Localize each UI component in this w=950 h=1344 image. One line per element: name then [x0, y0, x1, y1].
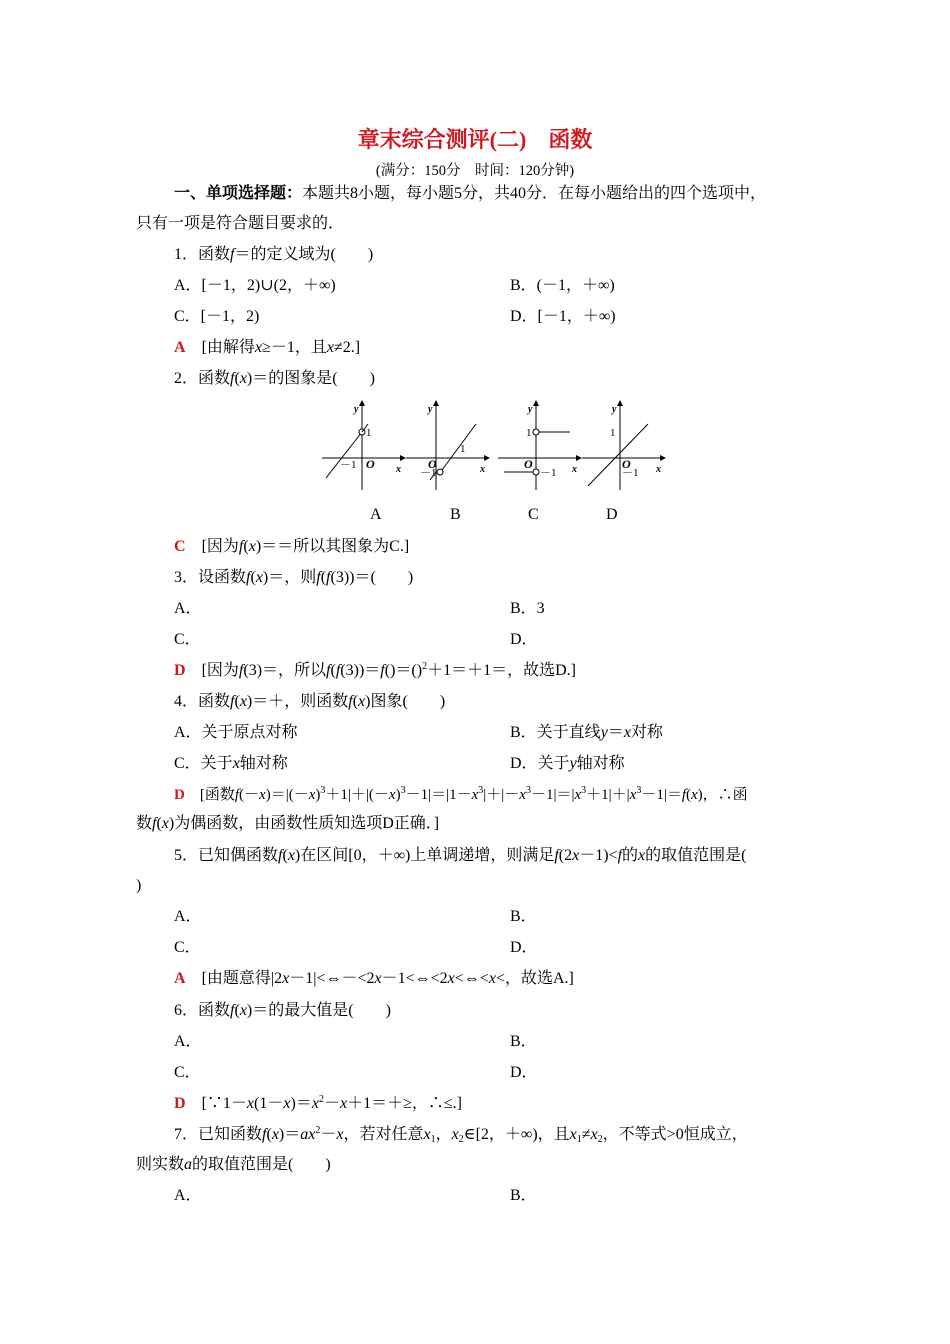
- q3-option-b: B．3: [510, 600, 545, 617]
- q1-stem: 1．函数f＝的定义域为( ): [174, 246, 374, 263]
- q5-option-b: B．: [510, 908, 537, 925]
- q5-stem-line2: ): [136, 877, 142, 894]
- q4-option-d: D．关于y轴对称: [510, 755, 625, 772]
- q6-stem: 6．函数f(x)＝的最大值是( ): [174, 1002, 391, 1019]
- q5-option-d: D．: [510, 939, 538, 956]
- q4-option-c: C．关于x轴对称: [174, 755, 288, 772]
- q6-option-a: A．: [174, 1033, 202, 1050]
- q6-option-c: C．: [174, 1064, 201, 1081]
- q6-solution: D [$\because 1-x(1-x)=x^2-x+1=+\ge$，∴≤.]: [174, 1094, 462, 1112]
- graph-label-a: A: [370, 506, 382, 523]
- q6-option-b: B．: [510, 1033, 537, 1050]
- q7-stem-line2: 则实数a的取值范围是( ): [136, 1156, 331, 1173]
- graph-c-neg-one-label: －1: [540, 467, 557, 479]
- graph-label-b: B: [450, 506, 461, 523]
- section-intro-line2: 只有一项是符合题目要求的．: [136, 215, 345, 232]
- q3-solution: D [因为f(3)＝，所以f(f(3))＝f()＝()$^2$＋1＝＋1＝，故选D.]: [174, 661, 576, 679]
- graph-c: [496, 400, 582, 492]
- graph-a-neg-one-label: －1: [340, 459, 357, 471]
- graph-b-y-label: y: [428, 404, 433, 415]
- q3-option-d: D．: [510, 631, 538, 648]
- q7-option-b: B．: [510, 1187, 537, 1204]
- graph-d-one-label: 1: [610, 427, 616, 439]
- graph-d-origin-label: O: [622, 457, 631, 471]
- q5-stem: 5．已知偶函数f(x)在区间[0，＋∞)上单调递增，则满足f(2x－1)<f的x的取值范围是(: [174, 847, 747, 864]
- q1-solution: A [由解得x≥－1，且x≠2.]: [174, 339, 361, 356]
- q5-solution: A [由题意得|2x－1|<⇔－<2x－1<⇔<2x<⇔<x<，故选A.]: [174, 970, 574, 987]
- q4-option-a: A．关于原点对称: [174, 724, 298, 741]
- graph-c-x-label: x: [572, 464, 577, 475]
- q3-option-c: C．: [174, 631, 201, 648]
- q1-option-c: C．[－1，2): [174, 308, 260, 325]
- graph-d-x-label: x: [656, 464, 661, 475]
- graph-b: [404, 400, 490, 492]
- graph-a: [320, 400, 406, 492]
- graph-label-c: C: [528, 506, 539, 523]
- q4-solution-line1: D [函数$f(-x)=|(-x)^3+1|+|(-x)^3-1|=|1-x^3|+|-x^3-1|=|x^3+1|+|x^3-1|=f(x)$，∴函: [174, 785, 748, 803]
- q4-option-b: B．关于直线y＝x对称: [510, 724, 663, 741]
- graph-c-origin-label: O: [524, 457, 533, 471]
- q5-option-a: A．: [174, 908, 202, 925]
- graph-b-one-label: 1: [460, 443, 466, 455]
- graph-c-y-label: y: [528, 404, 533, 415]
- graph-a-origin-label: O: [366, 457, 375, 471]
- graph-a-one-label: 1: [366, 427, 372, 439]
- q1-option-b: B．(－1，＋∞): [510, 277, 615, 294]
- section-heading: 一、单项选择题：: [174, 185, 303, 202]
- q5-option-c: C．: [174, 939, 201, 956]
- q1-option-d: D．[－1，＋∞): [510, 308, 616, 325]
- q2-stem: 2．函数f(x)＝的图象是( ): [174, 370, 375, 387]
- q1-option-a: A．[－1，2)∪(2，＋∞): [174, 277, 336, 294]
- graph-d: [580, 400, 666, 492]
- graph-a-y-label: y: [354, 404, 359, 415]
- page-title: 章末综合测评(二) 函数: [357, 127, 593, 152]
- graph-b-neg-one-label: －1: [420, 467, 437, 479]
- graph-b-x-label: x: [480, 464, 485, 475]
- page-subtitle: (满分：150分 时间：120分钟): [375, 163, 575, 179]
- q4-solution-line2: 数f(x)为偶函数，由函数性质知选项D正确．]: [136, 815, 440, 832]
- graph-a-x-label: x: [396, 464, 401, 475]
- q6-option-d: D．: [510, 1064, 538, 1081]
- q2-solution: C [因为f(x)＝＝所以其图象为C.]: [174, 538, 410, 555]
- graph-b-origin-label: O: [428, 457, 437, 471]
- graph-c-one-label: 1: [526, 427, 532, 439]
- q7-option-a: A．: [174, 1187, 202, 1204]
- q3-stem: 3．设函数f(x)＝，则f(f(3))＝( ): [174, 569, 414, 586]
- section-intro-line1: 一、单项选择题：本题共8小题，每小题5分，共40分．在每小题给出的四个选项中，: [174, 185, 767, 202]
- q3-option-a: A．: [174, 600, 202, 617]
- graph-d-y-label: y: [612, 404, 617, 415]
- graph-label-d: D: [606, 506, 618, 523]
- q4-stem: 4．函数f(x)＝＋，则函数f(x)图象( ): [174, 693, 446, 710]
- q7-stem: 7．已知函数$f(x)=ax^2-x$，若对任意$x_1$，$x_2\in[2$，＋∞)，且$x_1\ne x_2$，不等式>0恒成立，: [174, 1125, 748, 1145]
- graph-d-neg-one-label: －1: [622, 467, 639, 479]
